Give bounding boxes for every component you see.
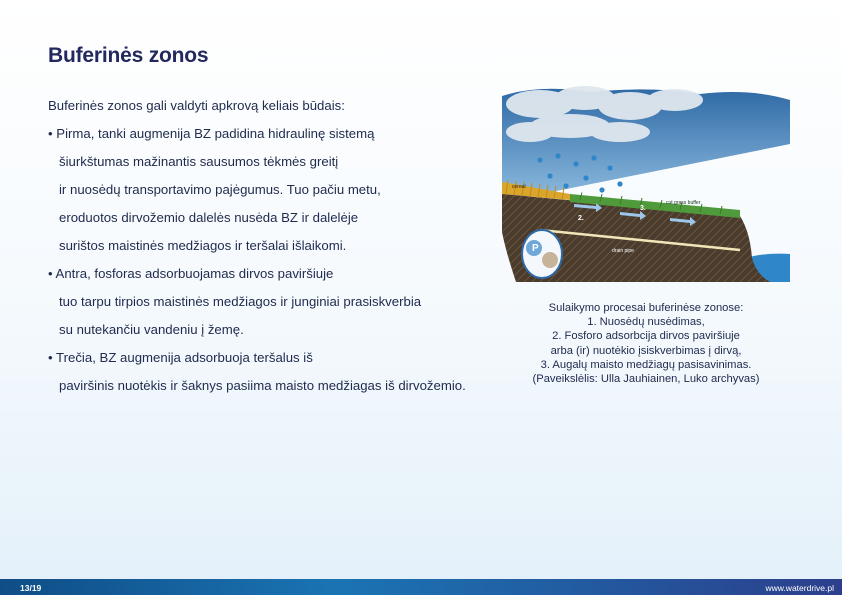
caption-line: arba (ir) nuotėkio įsiskverbimas į dirvą, [550, 344, 742, 357]
buffer-zone-diagram [500, 82, 792, 286]
website-link[interactable]: www.waterdrive.pl [765, 582, 834, 593]
text-line: šiurkštumas mažinantis sausumos tėkmės greitį [59, 154, 339, 169]
text-line: eroduotos dirvožemio dalelės nusėda BZ ir dalelėje [59, 210, 359, 225]
bullet-line: • Antra, fosforas adsorbuojamas dirvos paviršiuje [48, 266, 334, 281]
caption-line: (Paveikslėlis: Ulla Jauhiainen, Luko archyvas) [532, 373, 760, 386]
p-letter: P [532, 243, 539, 254]
page-number: 13/19 [20, 582, 42, 593]
caption-line: 3. Augalų maisto medžiagų pasisavinimas. [540, 358, 752, 371]
buffer-label: cut grass buffer [666, 200, 701, 206]
bullet-line: • Pirma, tanki augmenija BZ padidina hidraulinę sistemą [48, 126, 375, 141]
text-line: tuo tarpu tirpios maistinės medžiagos ir junginiai prasiskverbia [59, 294, 422, 309]
process-2-label: 2. [578, 215, 584, 222]
cereal-label: cereal [512, 184, 526, 190]
figure-caption [500, 301, 792, 386]
process-3-label: 3. [640, 205, 646, 212]
slide-title: Buferinės zonos [48, 44, 209, 67]
buffer-zone-illustration [500, 82, 792, 286]
phosphorus-icon [522, 230, 562, 278]
text-line: paviršinis nuotėkis ir šaknys pasiima maisto medžiagas iš dirvožemio. [59, 378, 466, 393]
text-line: su nutekančiu vandeniu į žemę. [59, 322, 244, 337]
bullet-line: • Trečia, BZ augmenija adsorbuoja teršalus iš [48, 350, 313, 365]
caption-line: 1. Nuosėdų nusėdimas, [587, 316, 705, 329]
body-text [48, 92, 508, 400]
text-line: ir nuosėdų transportavimo pajėgumus. Tuo pačiu metu, [59, 182, 381, 197]
caption-line: Sulaikymo procesai buferinėse zonose: [548, 302, 744, 314]
process-1-label: 1. [578, 188, 584, 195]
text-line: surištos maistinės medžiagos ir teršalai išlaikomi. [59, 238, 347, 253]
footer-bar [0, 579, 842, 595]
intro-line: Buferinės zonos gali valdyti apkrovą keliais būdais: [48, 98, 345, 113]
drain-label: drain pipe [612, 248, 634, 254]
caption-line: 2. Fosforo adsorbcija dirvos paviršiuje [552, 330, 740, 343]
